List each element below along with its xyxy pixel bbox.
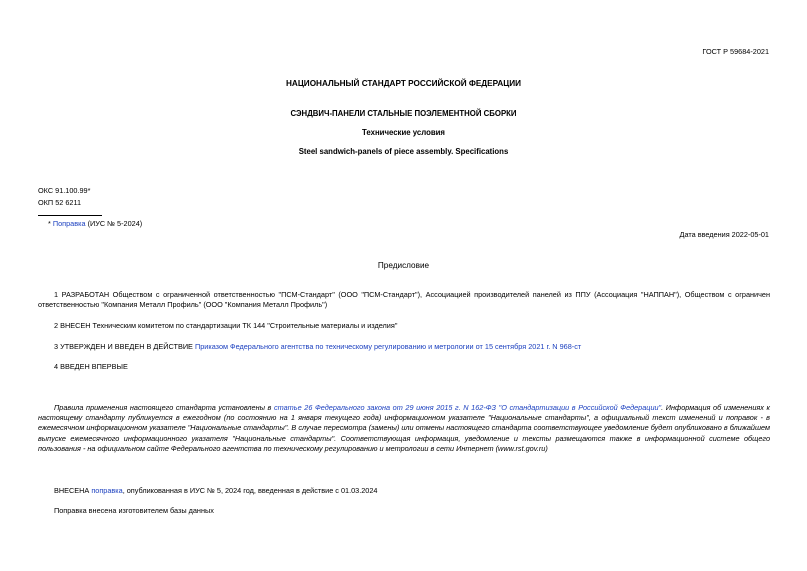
- rules-text-2: . Информация об изменениях к настоящему стандарту публикуется в ежегодном (по состоянию на 1 января текущего года) информационном указателе "Национальные стандарты", а официальный текст изменений и поправок - в ежемесячном информационном указателе "Национальные стандарты". В случае пересмотра (замены) или отмены настоящего стандарта соответствующее уведомление будет опубликовано в ближайшем выпуске ежемесячного информационного указателя "Национальные стандарты". Соответствующая информация, уведомление и тексты размещаются также в информационной системе общего пользования - на официальном сайте Федерального агентства по техническому регулированию и метрологии в сети Интернет (www.rst.gov.ru): [38, 403, 770, 453]
- foreword-item-1: 1 РАЗРАБОТАН Обществом с ограниченной ответственностью "ПСМ-Стандарт" (ООО "ПСМ-Стандарт"), Ассоциацией производителей панелей из ППУ (Ассоциация "НАППАН"), Обществом с ограничен ответственностью "Компания Металл Профиль" (ООО "Компания Металл Профиль"): [38, 290, 770, 310]
- document-code: ГОСТ Р 59684-2021: [702, 47, 769, 56]
- national-standard-title: НАЦИОНАЛЬНЫЙ СТАНДАРТ РОССИЙСКОЙ ФЕДЕРАЦИИ: [286, 79, 521, 88]
- standard-subtitle: Технические условия: [362, 128, 445, 137]
- footnote-amendment-link[interactable]: Поправка: [52, 219, 86, 228]
- foreword-item-3-text: 3 УТВЕРЖДЕН И ВВЕДЕН В ДЕЙСТВИЕ: [54, 342, 195, 351]
- amendment-link[interactable]: поправка: [91, 486, 123, 495]
- amendment-prefix: ВНЕСЕНА: [54, 486, 92, 495]
- rules-paragraph: [38, 403, 770, 454]
- amendment-note: Поправка внесена изготовителем базы данных: [54, 506, 214, 515]
- oks-code: ОКС 91.100.99*: [38, 186, 91, 195]
- order-link[interactable]: Приказом Федерального агентства по техническому регулированию и метрологии от 15 сентября 2021 г. N 968-ст: [194, 342, 582, 351]
- amendment-line: [38, 486, 770, 496]
- rules-text-1: Правила применения настоящего стандарта установлены в: [54, 403, 274, 412]
- foreword-item-3: [38, 342, 770, 352]
- footnote: [48, 219, 142, 228]
- foreword-item-2: 2 ВНЕСЕН Техническим комитетом по стандартизации ТК 144 "Строительные материалы и изделия": [54, 321, 398, 330]
- standard-name: СЭНДВИЧ-ПАНЕЛИ СТАЛЬНЫЕ ПОЭЛЕМЕНТНОЙ СБОРКИ: [290, 109, 517, 118]
- standard-name-english: Steel sandwich-panels of piece assembly. Specifications: [298, 147, 509, 156]
- foreword-item-4: 4 ВВЕДЕН ВПЕРВЫЕ: [54, 362, 128, 371]
- effective-date: Дата введения 2022-05-01: [679, 230, 769, 239]
- foreword-heading: Предисловие: [377, 261, 430, 270]
- federal-law-link[interactable]: статье 26 Федерального закона от 29 июня 2015 г. N 162-ФЗ "О стандартизации в Российской Федерации": [273, 403, 662, 412]
- amendment-rest: , опубликованная в ИУС № 5, 2024 год, введенная в действие с 01.03.2024: [122, 486, 378, 495]
- footnote-star: *: [48, 219, 51, 228]
- okp-code: ОКП 52 6211: [38, 198, 82, 207]
- footnote-rest: (ИУС № 5-2024): [85, 219, 143, 228]
- footnote-divider: [38, 215, 102, 216]
